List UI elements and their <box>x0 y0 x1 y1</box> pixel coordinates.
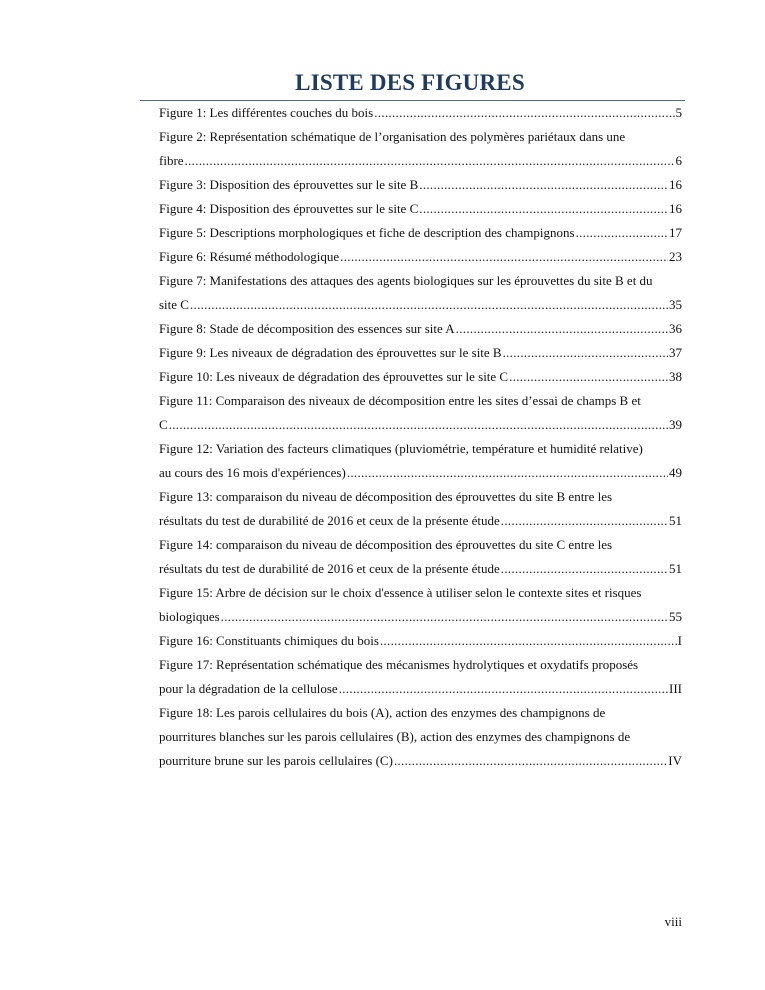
figure-entry[interactable] <box>159 125 682 173</box>
figure-entry[interactable] <box>159 581 682 629</box>
figure-entry[interactable] <box>159 629 682 653</box>
figure-entry-line: Figure 2: Représentation schématique de l’organisation des polymères pariétaux dans une <box>159 129 626 144</box>
figure-entry[interactable] <box>159 101 682 125</box>
figure-entry-last-line <box>159 749 682 773</box>
figure-page-number: 16 <box>669 201 682 216</box>
figure-entry[interactable] <box>159 701 682 773</box>
figure-entry-label: biologiques <box>159 609 220 624</box>
figure-entry-label: Figure 3: Disposition des éprouvettes sur le site B <box>159 177 419 192</box>
figure-entry[interactable] <box>159 173 682 197</box>
figure-entry-label: C <box>159 417 168 432</box>
figure-entry-label: Figure 10: Les niveaux de dégradation des éprouvettes sur le site C <box>159 369 509 384</box>
figure-entry-last-line <box>159 245 682 269</box>
figure-entry-line: Figure 15: Arbre de décision sur le choix d'essence à utiliser selon le contexte sites et risques <box>159 585 642 600</box>
figure-entry[interactable] <box>159 341 682 365</box>
dot-leader <box>503 341 668 365</box>
figure-entry-label: site C <box>159 297 189 312</box>
figure-page-number: 51 <box>669 561 682 576</box>
dot-leader <box>380 629 677 653</box>
figure-page-number: 38 <box>669 369 682 384</box>
dot-leader <box>169 413 668 437</box>
figure-page-number: 36 <box>669 321 682 336</box>
figure-entry-line: Figure 7: Manifestations des attaques des agents biologiques sur les éprouvettes du site B et du <box>159 273 653 288</box>
figure-entry[interactable] <box>159 437 682 485</box>
page-number: viii <box>664 914 682 929</box>
figure-page-number: IV <box>668 753 682 768</box>
figure-page-number: 16 <box>669 177 682 192</box>
figure-page-number: 51 <box>669 513 682 528</box>
figure-page-number: 6 <box>675 153 682 168</box>
figure-entry-last-line <box>159 197 682 221</box>
figure-page-number: 37 <box>669 345 682 360</box>
figure-entry-label: Figure 1: Les différentes couches du bois <box>159 105 374 120</box>
figure-entry-label: Figure 4: Disposition des éprouvettes sur le site C <box>159 201 419 216</box>
figure-page-number: 49 <box>669 465 682 480</box>
dot-leader <box>509 365 668 389</box>
figure-entry-last-line <box>159 629 682 653</box>
figure-entry-label: Figure 6: Résumé méthodologique <box>159 249 340 264</box>
dot-leader <box>576 221 668 245</box>
dot-leader <box>419 173 668 197</box>
figure-page-number: 17 <box>669 225 682 240</box>
figure-entry-last-line <box>159 293 682 317</box>
figure-entry-label: pour la dégradation de la cellulose <box>159 681 338 696</box>
figure-page-number: III <box>669 681 682 696</box>
figure-entry-last-line <box>159 173 682 197</box>
dot-leader <box>456 317 668 341</box>
figure-entry-last-line <box>159 605 682 629</box>
figure-list <box>159 101 682 773</box>
dot-leader <box>419 197 668 221</box>
dot-leader <box>501 509 668 533</box>
figure-entry[interactable] <box>159 365 682 389</box>
figure-page-number: 5 <box>675 105 682 120</box>
figure-entry-line: Figure 11: Comparaison des niveaux de décomposition entre les sites d’essai de champs B et <box>159 393 641 408</box>
figure-page-number: I <box>677 633 682 648</box>
figure-entry-last-line <box>159 149 682 173</box>
figure-entry[interactable] <box>159 245 682 269</box>
figure-entry[interactable] <box>159 221 682 245</box>
dot-leader <box>347 461 668 485</box>
figure-entry-last-line <box>159 365 682 389</box>
figure-entry-line: Figure 17: Représentation schématique des mécanismes hydrolytiques et oxydatifs proposés <box>159 657 639 672</box>
figure-entry[interactable] <box>159 197 682 221</box>
figure-entry-line: pourritures blanches sur les parois cellulaires (B), action des enzymes des champignons de <box>159 729 631 744</box>
figure-entry[interactable] <box>159 269 682 317</box>
figure-page-number: 23 <box>669 249 682 264</box>
dot-leader <box>221 605 668 629</box>
figure-entry-line: Figure 12: Variation des facteurs climatiques (pluviométrie, température et humidité relative) <box>159 441 643 456</box>
figure-entry-line: Figure 18: Les parois cellulaires du bois (A), action des enzymes des champignons de <box>159 705 606 720</box>
dot-leader <box>339 677 668 701</box>
figure-entry-label: Figure 9: Les niveaux de dégradation des éprouvettes sur le site B <box>159 345 502 360</box>
figure-entry-last-line <box>159 509 682 533</box>
figure-page-number: 35 <box>669 297 682 312</box>
figure-entry-label: pourriture brune sur les parois cellulaires (C) <box>159 753 393 768</box>
figure-entry[interactable] <box>159 653 682 701</box>
dot-leader <box>340 245 668 269</box>
figure-entry-last-line <box>159 557 682 581</box>
figure-page-number: 55 <box>669 609 682 624</box>
dot-leader <box>394 749 667 773</box>
figure-entry-label: résultats du test de durabilité de 2016 et ceux de la présente étude <box>159 513 500 528</box>
figure-entry-last-line <box>159 677 682 701</box>
dot-leader <box>501 557 668 581</box>
figure-entry-last-line <box>159 317 682 341</box>
figure-entry-label: Figure 8: Stade de décomposition des essences sur site A <box>159 321 455 336</box>
dot-leader <box>190 293 668 317</box>
figure-entry-label: résultats du test de durabilité de 2016 et ceux de la présente étude <box>159 561 500 576</box>
figure-entry-last-line <box>159 341 682 365</box>
figure-entry[interactable] <box>159 533 682 581</box>
figure-entry-last-line <box>159 413 682 437</box>
figure-entry-label: fibre <box>159 153 184 168</box>
dot-leader <box>374 101 674 125</box>
figure-entry-label: au cours des 16 mois d'expériences) <box>159 465 346 480</box>
figure-entry-label: Figure 16: Constituants chimiques du bois <box>159 633 379 648</box>
figure-entry[interactable] <box>159 317 682 341</box>
figure-entry-last-line <box>159 461 682 485</box>
figure-entry[interactable] <box>159 485 682 533</box>
figure-page-number: 39 <box>669 417 682 432</box>
figure-entry-last-line <box>159 101 682 125</box>
figure-entry-line: Figure 14: comparaison du niveau de décomposition des éprouvettes du site C entre les <box>159 537 613 552</box>
figure-entry-label: Figure 5: Descriptions morphologiques et fiche de description des champignons <box>159 225 575 240</box>
figure-entry-last-line <box>159 221 682 245</box>
dot-leader <box>185 149 675 173</box>
figure-entry[interactable] <box>159 389 682 437</box>
figure-entry-line: Figure 13: comparaison du niveau de décomposition des éprouvettes du site B entre les <box>159 489 613 504</box>
page-title: LISTE DES FIGURES <box>295 70 525 95</box>
